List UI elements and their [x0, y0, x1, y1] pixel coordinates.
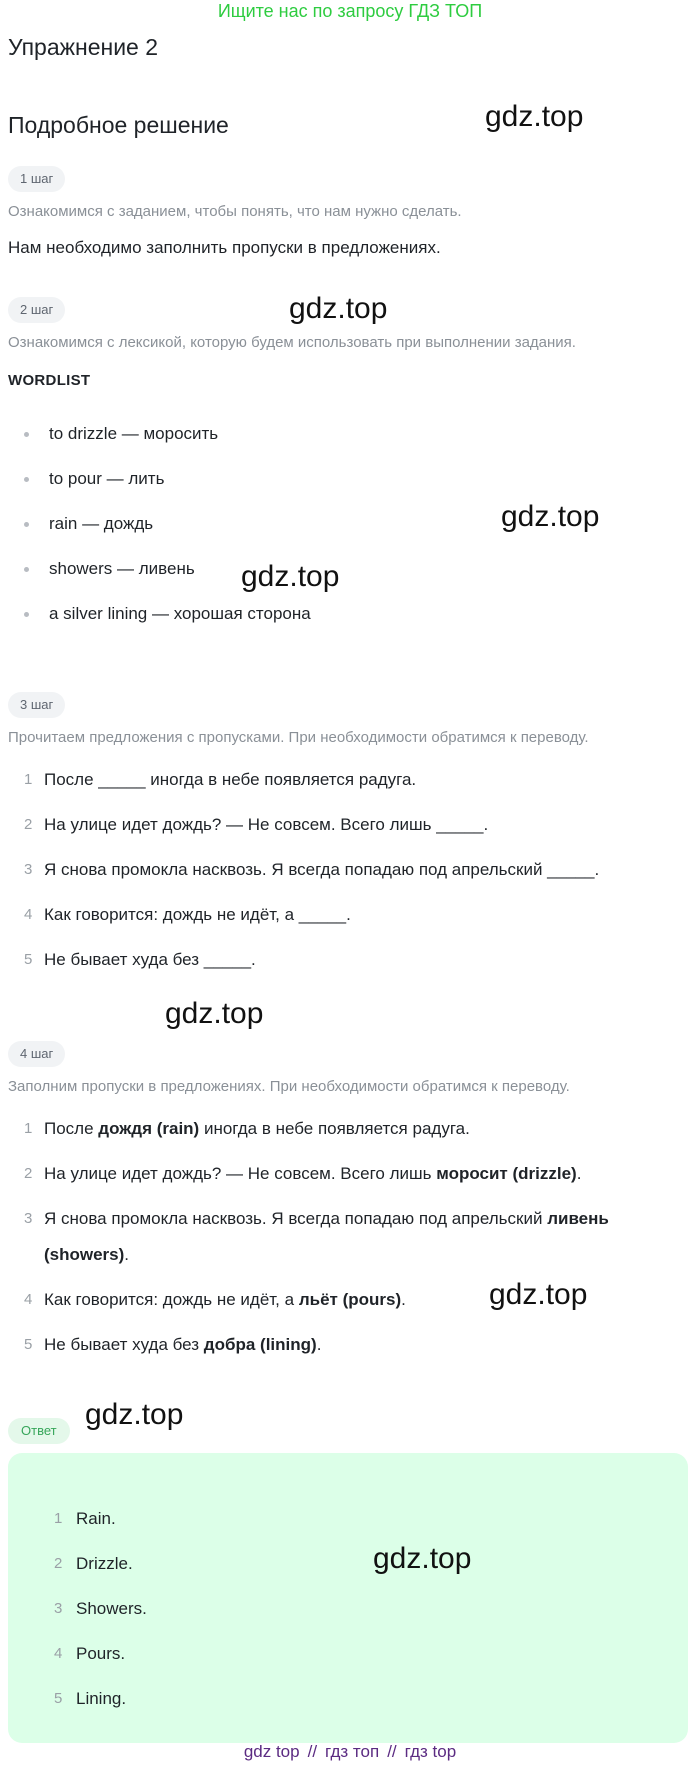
list-item	[0, 460, 680, 505]
item-number: 3	[24, 861, 33, 878]
list-item	[0, 1111, 680, 1147]
sentence-before: Как говорится: дождь не идёт, а	[44, 1290, 299, 1309]
list-item	[0, 1327, 680, 1363]
item-number: 2	[24, 816, 33, 833]
list-item	[0, 1156, 680, 1192]
word-entry: a silver lining — хорошая сторона	[49, 604, 311, 623]
answer-text: Drizzle.	[76, 1554, 133, 1573]
sentence-answer: моросит (drizzle)	[436, 1164, 577, 1183]
bullet-icon	[24, 612, 29, 617]
footer-link-gdz-top[interactable]: gdz top	[243, 1742, 300, 1761]
sentence-before: После	[44, 1119, 99, 1138]
word-entry: rain — дождь	[49, 514, 154, 533]
list-item	[0, 550, 680, 595]
list-item	[0, 762, 680, 798]
list-item	[32, 1591, 672, 1627]
step-hint-4: Заполним пропуски в предложениях. При необходимости обратимся к переводу.	[8, 1078, 570, 1095]
answer-text: Pours.	[76, 1644, 126, 1663]
answer-text: Lining.	[76, 1689, 127, 1708]
sentence-text: На улице идет дождь? — Не совсем. Всего лишь _____.	[44, 815, 489, 834]
sentence-before: Я снова промокла насквозь. Я всегда попадаю под апрельский	[44, 1209, 548, 1228]
sentence-answer: ливень (showers)	[44, 1209, 609, 1264]
solution-heading: Подробное решение	[8, 112, 229, 138]
answer-text: Showers.	[76, 1599, 147, 1618]
answers-list	[32, 1501, 672, 1726]
sentence-text: Не бывает худа без _____.	[44, 950, 256, 969]
bullet-icon	[24, 522, 29, 527]
step-badge-2: 2 шаг	[8, 297, 65, 323]
sentence-text: Как говорится: дождь не идёт, а _____.	[44, 905, 351, 924]
item-number: 4	[24, 906, 33, 923]
list-item	[32, 1681, 672, 1717]
step-badge-1: 1 шаг	[8, 166, 65, 192]
step-hint-3: Прочитаем предложения с пропусками. При необходимости обратимся к переводу.	[8, 729, 589, 746]
list-item	[0, 595, 680, 640]
watermark: gdz.top	[501, 500, 600, 533]
list-item	[32, 1546, 672, 1582]
footer	[0, 1742, 700, 1762]
bullet-icon	[24, 567, 29, 572]
watermark: gdz.top	[489, 1278, 588, 1311]
word-entry: to drizzle — моросить	[49, 424, 219, 443]
sentence-answer: льёт (pours)	[298, 1290, 402, 1309]
list-item	[32, 1501, 672, 1537]
sentence-after: .	[401, 1290, 406, 1309]
sentence-after: иногда в небе появляется радуга.	[199, 1119, 470, 1138]
item-number: 1	[24, 771, 33, 788]
sentence-after: .	[576, 1164, 582, 1183]
item-number: 3	[54, 1600, 63, 1617]
item-number: 5	[24, 1336, 33, 1353]
item-number: 2	[24, 1165, 33, 1182]
step-badge-3: 3 шаг	[8, 692, 65, 718]
step-badge-4: 4 шаг	[8, 1041, 65, 1067]
sentence-answer: добра (lining)	[203, 1335, 317, 1354]
footer-separator: //	[307, 1742, 318, 1761]
watermark: gdz.top	[85, 1398, 184, 1431]
sentence-after: .	[124, 1245, 130, 1264]
watermark: gdz.top	[289, 292, 388, 325]
gap-sentences-list	[0, 762, 680, 987]
step-hint-1: Ознакомимся с заданием, чтобы понять, что нам нужно сделать.	[8, 203, 462, 220]
page-title: Упражнение 2	[8, 34, 159, 60]
filled-sentences-list	[0, 1111, 680, 1372]
word-entry: to pour — лить	[49, 469, 165, 488]
watermark: gdz.top	[485, 100, 584, 133]
item-number: 1	[54, 1510, 63, 1527]
answer-badge: Ответ	[8, 1418, 70, 1444]
sentence-text: После _____ иногда в небе появляется радуга.	[44, 770, 417, 789]
list-item	[0, 852, 680, 888]
item-number: 2	[54, 1555, 63, 1572]
list-item	[0, 942, 680, 978]
item-number: 4	[24, 1291, 33, 1308]
bullet-icon	[24, 477, 29, 482]
step-hint-2: Ознакомимся с лексикой, которую будем использовать при выполнении задания.	[8, 334, 576, 351]
top-banner: Ищите нас по запросу ГДЗ ТОП	[217, 1, 483, 21]
wordlist-title: WORDLIST	[8, 372, 91, 389]
answer-box	[8, 1453, 688, 1743]
item-number: 5	[54, 1690, 63, 1707]
answer-text: Rain.	[76, 1509, 116, 1528]
word-entry: showers — ливень	[49, 559, 195, 578]
list-item	[0, 897, 680, 933]
watermark: gdz.top	[241, 560, 340, 593]
sentence-after: .	[316, 1335, 322, 1354]
item-number: 1	[24, 1120, 33, 1137]
watermark: gdz.top	[373, 1542, 472, 1575]
footer-link-gdz-top-ru[interactable]: гдз топ	[325, 1742, 380, 1761]
footer-link-gdz-top-mixed[interactable]: гдз top	[404, 1742, 457, 1761]
watermark: gdz.top	[165, 997, 264, 1030]
list-item	[0, 807, 680, 843]
item-number: 5	[24, 951, 33, 968]
sentence-before: Не бывает худа без	[44, 1335, 204, 1354]
sentence-answer: дождя (rain)	[98, 1119, 200, 1138]
list-item	[0, 1201, 680, 1273]
item-number: 3	[24, 1210, 33, 1227]
list-item	[32, 1636, 672, 1672]
bullet-icon	[24, 432, 29, 437]
footer-separator: //	[387, 1742, 397, 1761]
item-number: 4	[54, 1645, 63, 1662]
step-text-1: Нам необходимо заполнить пропуски в предложениях.	[8, 238, 441, 257]
sentence-text: Я снова промокла насквозь. Я всегда попадаю под апрельский _____.	[44, 860, 600, 879]
list-item	[0, 415, 680, 460]
sentence-before: На улице идет дождь? — Не совсем. Всего лишь	[44, 1164, 437, 1183]
